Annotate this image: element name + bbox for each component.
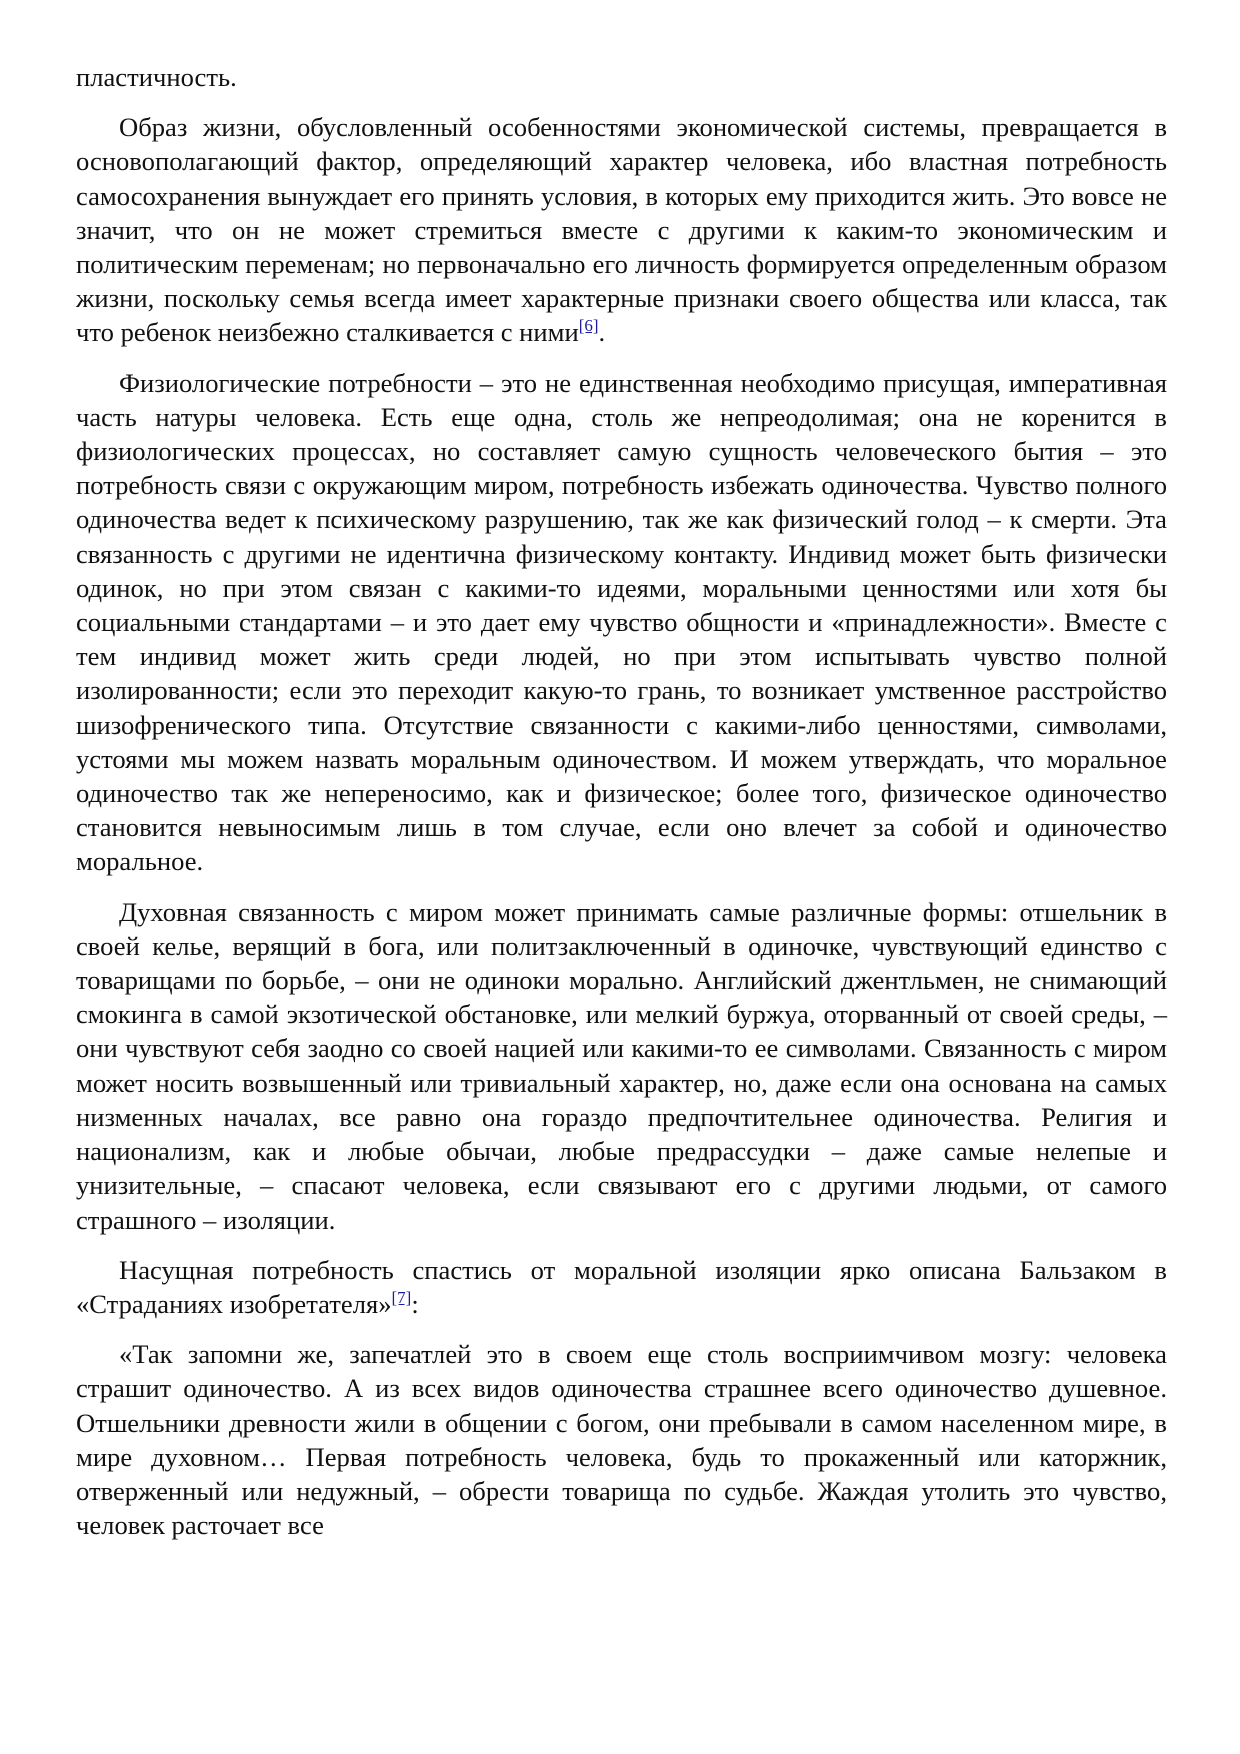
paragraph-text: Духовная связанность с миром может принимать самые различные формы: отшельник в своей келье, верящий в бога, или политзаключенный в одиночке, чувствующий единство с товарищами по борьбе, – они не одиноки морально. Английский джентльмен, не снимающий смокинга в самой экзотической обстановке, или мелкий буржуа, оторванный от своей среды, – они чувствуют себя заодно со своей нацией или какими-то ее символами. Связанность с миром может носить возвышенный или тривиальный характер, но, даже если она основана на самых низменных началах, все равно она гораздо предпочтительнее одиночества. Религия и национализм, как и любые обычаи, любые предрассудки – даже самые нелепые и унизительные, – спасают человека, если связывают его с другими людьми, от самого страшного – изоляции. — [76, 896, 1167, 1235]
paragraph-text: «Так запомни же, запечатлей это в своем еще столь восприимчивом мозгу: человека страшит одиночество. А из всех видов одиночества страшнее всего одиночество душевное. Отшельники древности жили в общении с богом, они пребывали в самом населенном мире, в мире духовном… Первая потребность человека, будь то прокаженный или каторжник, отверженный или недужный, – обрести товарища по судьбе. Жаждая утолить это чувство, человек расточает все — [76, 1339, 1167, 1541]
paragraph-spiritual-connection — [76, 895, 1167, 1237]
paragraph-tail: . — [598, 317, 606, 348]
paragraph-continuation — [76, 60, 1167, 94]
paragraph-needs — [76, 366, 1167, 879]
paragraph-text: пластичность. — [76, 62, 237, 92]
paragraph-lifestyle — [76, 110, 1167, 349]
paragraph-tail: : — [411, 1288, 419, 1319]
paragraph-text: Образ жизни, обусловленный особенностями экономической системы, превращается в основополагающий фактор, определяющий характер человека, ибо властная потребность самосохранения вынуждает его принять условия, в которых ему приходится жить. Это вовсе не значит, что он не может стремиться вместе с другими к каким-то экономическим и политическим переменам; но первоначально его личность формируется определенным образом жизни, поскольку семья всегда имеет характерные признаки своего общества или класса, так что ребенок неизбежно сталкивается с ними — [76, 112, 1167, 348]
paragraph-quote — [76, 1337, 1167, 1542]
paragraph-text: Физиологические потребности – это не единственная необходимо присущая, императивная часть натуры человека. Есть еще одна, столь же непреодолимая; она не коренится в физиологических процессах, но составляет самую сущность человеческого бытия – это потребность связи с окружающим миром, потребность избежать одиночества. Чувство полного одиночества ведет к психическому разрушению, так же как физический голод – к смерти. Эта связанность с другими не идентична физическому контакту. Индивид может быть физически одинок, но при этом связан с какими-то идеями, моральными ценностями или хотя бы социальными стандартами – и это дает ему чувство общности и «принадлежности». Вместе с тем индивид может жить среди людей, но при этом испытывать чувство полной изолированности; если это переходит какую-то грань, то возникает умственное расстройство шизофренического типа. Отсутствие связанности с какими-либо ценностями, символами, устоями мы можем назвать моральным одиночеством. И можем утверждать, что моральное одиночество так же непереносимо, как и физическое; более того, физическое одиночество становится невыносимым лишь в том случае, если оно влечет за собой и одиночество моральное. — [76, 367, 1167, 877]
footnote-link-6[interactable]: [6] — [578, 316, 599, 336]
document-page — [76, 60, 1167, 1542]
paragraph-text: Насущная потребность спастись от моральной изоляции ярко описана Бальзаком в «Страданиях изобретателя» — [76, 1254, 1167, 1319]
paragraph-balzac — [76, 1253, 1167, 1321]
footnote-link-7[interactable]: [7] — [391, 1287, 412, 1307]
